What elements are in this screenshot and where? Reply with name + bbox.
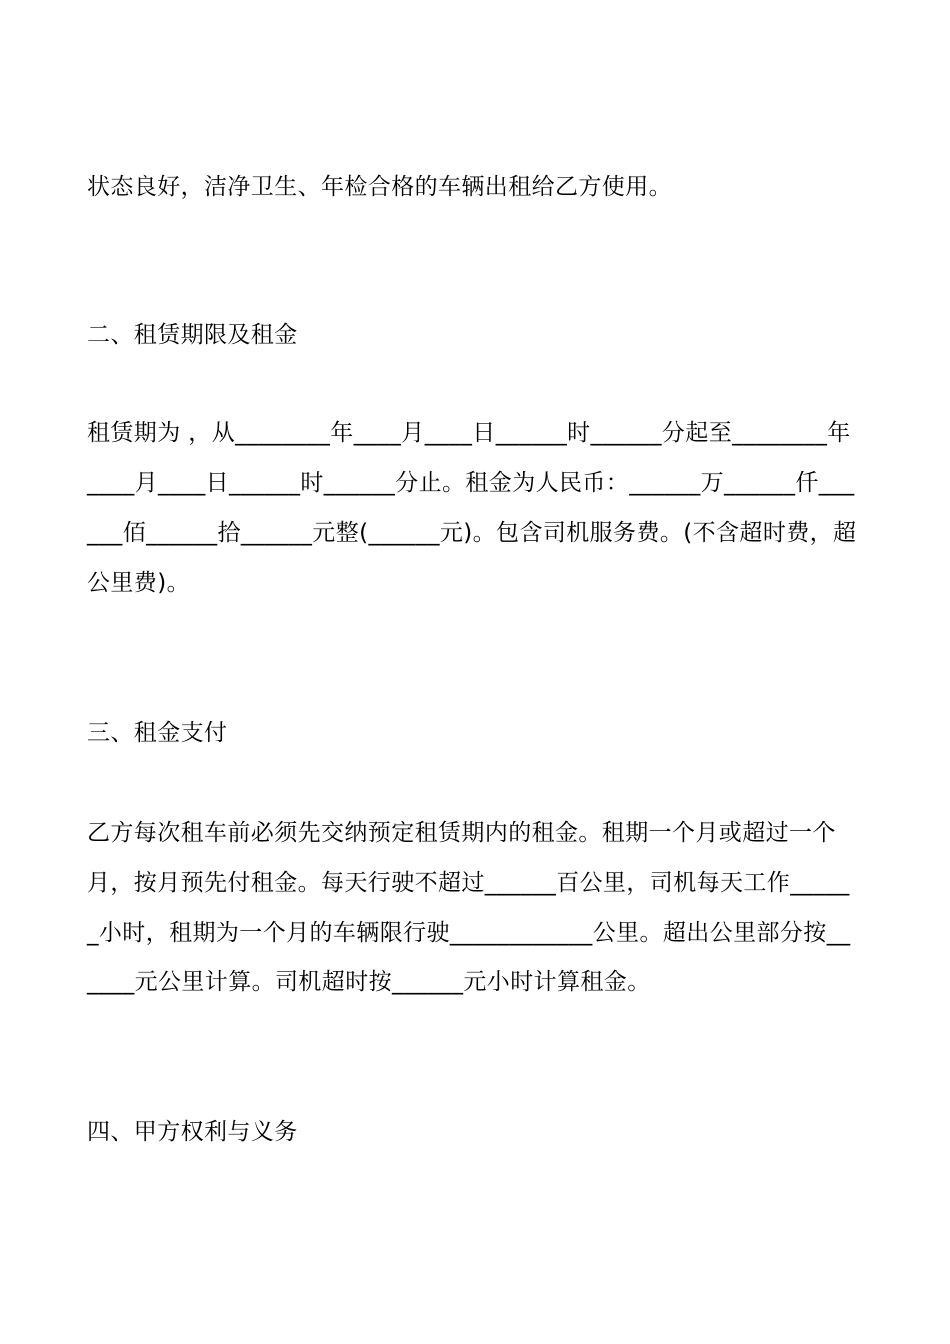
paragraph-1-line-1: 状态良好，洁净卫生、年检合格的车辆出租给乙方使用。 [87,174,672,200]
section-heading-3: 三、租金支付 [87,720,228,746]
paragraph-2-line-2: ____月____日______时______分止。租金为人民币：______万______仟___ [87,470,855,496]
section-heading-2: 二、租赁期限及租金 [87,322,298,348]
paragraph-3-line-3: _小时，租期为一个月的车辆限行驶____________公里。超出公里部分按__ [87,920,851,946]
paragraph-2-line-1: 租赁期为 ，从________年____月____日______时______分起至________年 [87,420,851,446]
section-heading-4: 四、甲方权利与义务 [87,1119,298,1145]
paragraph-3-line-2: 月，按月预先付租金。每天行驶不超过______百公里，司机每天工作_____ [87,870,850,896]
paragraph-2-line-4: 公里费)。 [87,570,190,596]
paragraph-3-line-4: ____元公里计算。司机超时按______元小时计算租金。 [87,969,651,995]
paragraph-3-line-1: 乙方每次租车前必须先交纳预定租赁期内的租金。租期一个月或超过一个 [87,820,836,846]
paragraph-2-line-3: ___佰______拾______元整(______元)。包含司机服务费。(不含超时费，超 [87,520,857,546]
